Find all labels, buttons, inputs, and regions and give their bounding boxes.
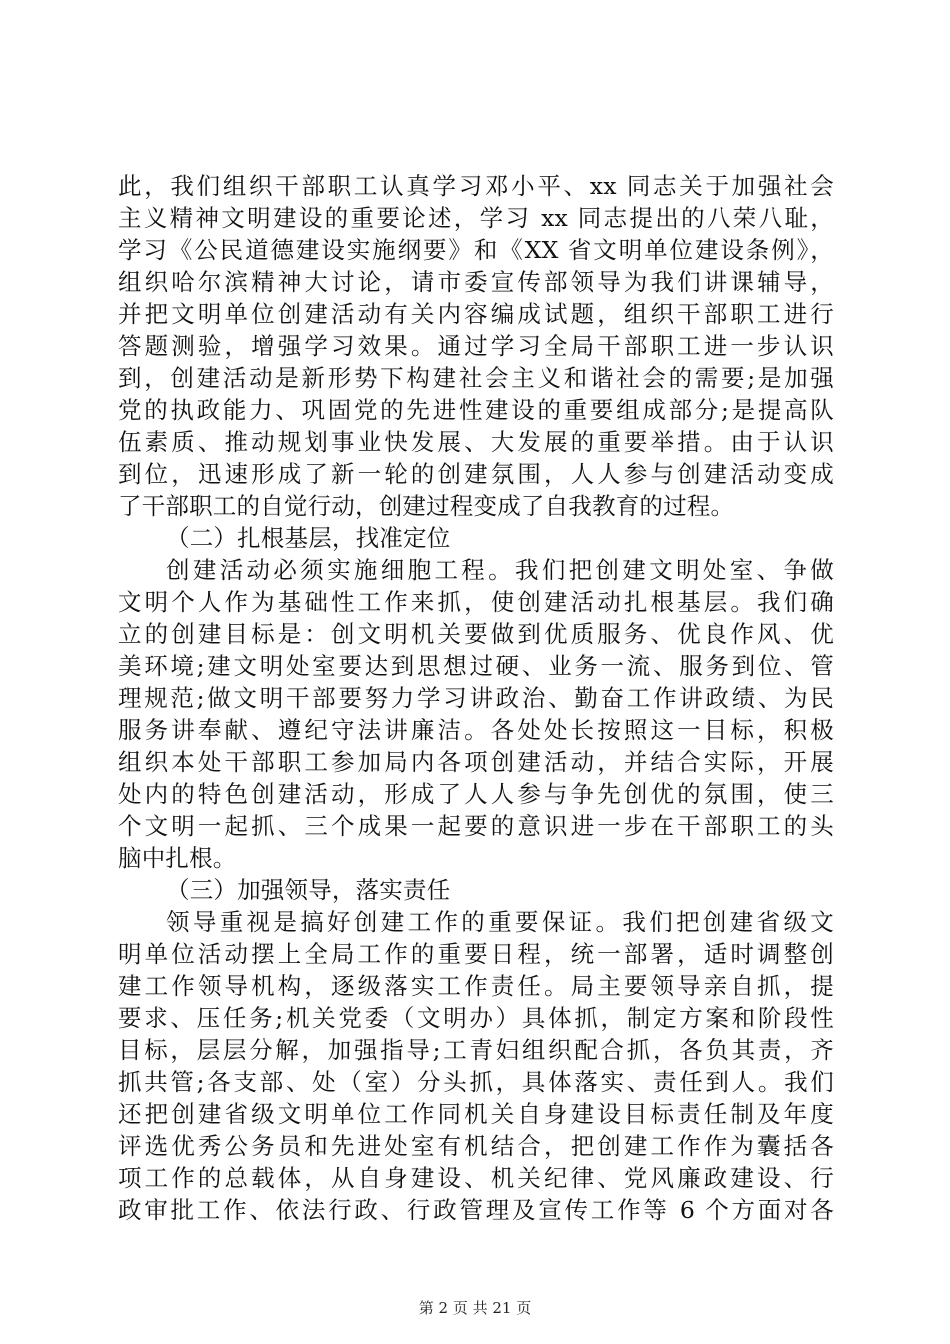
text-line: 主义精神文明建设的重要论述，学习 xx 同志提出的八荣八耻， [118, 204, 834, 232]
text-line: 文明个人作为基础性工作来抓，使创建活动扎根基层。我们确 [118, 588, 834, 616]
text-line: 处内的特色创建活动，形成了人人参与争先创优的氛围，使三 [118, 780, 834, 808]
text-line: 伍素质、推动规划事业快发展、大发展的重要举措。由于认识 [118, 428, 834, 456]
text-line: 政审批工作、依法行政、行政管理及宣传工作等 6 个方面对各 [118, 1196, 834, 1224]
text-line: 评选优秀公务员和先进处室有机结合，把创建工作作为囊括各 [118, 1132, 834, 1160]
text-line: 美环境;建文明处室要达到思想过硬、业务一流、服务到位、管 [118, 652, 834, 680]
text-line: 答题测验，增强学习效果。通过学习全局干部职工进一步认识 [118, 332, 834, 360]
text-line: 立的创建目标是：创文明机关要做到优质服务、优良作风、优 [118, 620, 834, 648]
text-line: 还把创建省级文明单位工作同机关自身建设目标责任制及年度 [118, 1100, 834, 1128]
text-line: 到位，迅速形成了新一轮的创建氛围，人人参与创建活动变成 [118, 460, 834, 488]
text-line: 理规范;做文明干部要努力学习讲政治、勤奋工作讲政绩、为民 [118, 684, 834, 712]
text-line: 党的执政能力、巩固党的先进性建设的重要组成部分;是提高队 [118, 396, 834, 424]
page-number-footer: 第 2 页 共 21 页 [418, 1299, 532, 1317]
section-heading: （二）扎根基层，找准定位 [166, 524, 451, 552]
paragraph-first-line: 创建活动必须实施细胞工程。我们把创建文明处室、争做 [166, 556, 834, 584]
text-line: 明单位活动摆上全局工作的重要日程，统一部署，适时调整创 [118, 940, 834, 968]
text-line: 学习《公民道德建设实施纲要》和《XX 省文明单位建设条例》， [118, 236, 834, 264]
text-line: 组织哈尔滨精神大讨论，请市委宣传部领导为我们讲课辅导， [118, 268, 834, 296]
text-line: 要求、压任务;机关党委（文明办）具体抓，制定方案和阶段性 [118, 1004, 834, 1032]
text-line: 脑中扎根。 [118, 844, 237, 872]
paragraph-first-line: 领导重视是搞好创建工作的重要保证。我们把创建省级文 [166, 908, 834, 936]
text-line: 到，创建活动是新形势下构建社会主义和谐社会的需要;是加强 [118, 364, 834, 392]
text-line: 目标，层层分解，加强指导;工青妇组织配合抓，各负其责，齐 [118, 1036, 834, 1064]
text-line: 此，我们组织干部职工认真学习邓小平、xx 同志关于加强社会 [118, 172, 834, 200]
section-heading: （三）加强领导，落实责任 [166, 876, 451, 904]
text-line: 项工作的总载体，从自身建设、机关纪律、党风廉政建设、行 [118, 1164, 834, 1192]
text-line: 个文明一起抓、三个成果一起要的意识进一步在干部职工的头 [118, 812, 834, 840]
text-line: 抓共管;各支部、处（室）分头抓，具体落实、责任到人。我们 [118, 1068, 834, 1096]
text-line: 建工作领导机构，逐级落实工作责任。局主要领导亲自抓，提 [118, 972, 834, 1000]
document-body [118, 170, 834, 1226]
text-line: 了干部职工的自觉行动，创建过程变成了自我教育的过程。 [118, 492, 735, 520]
text-line: 组织本处干部职工参加局内各项创建活动，并结合实际，开展 [118, 748, 834, 776]
text-line: 服务讲奉献、遵纪守法讲廉洁。各处处长按照这一目标，积极 [118, 716, 834, 744]
text-line: 并把文明单位创建活动有关内容编成试题，组织干部职工进行 [118, 300, 834, 328]
